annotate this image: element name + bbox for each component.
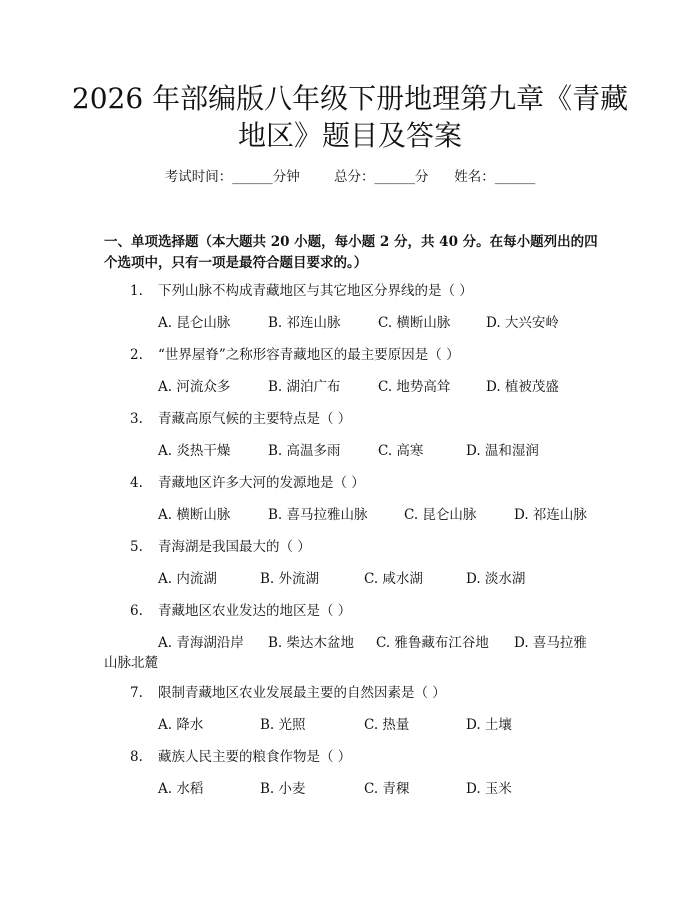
option-a: A. 水稻 (158, 781, 204, 797)
question-number: 6. (130, 603, 143, 619)
name-label: 姓名： (454, 169, 495, 185)
question-text: “世界屋脊”之称形容青藏地区的最主要原因是（ ） (158, 347, 460, 363)
option-a: A. 青海湖沿岸 (158, 635, 244, 651)
question-number: 4. (130, 475, 143, 491)
option-b: B. 喜马拉雅山脉 (268, 507, 368, 523)
option-a: A. 河流众多 (158, 379, 231, 395)
option-b: B. 柴达木盆地 (268, 635, 355, 651)
section-heading-line-2: 个选项中，只有一项是最符合题目要求的。） (104, 255, 368, 271)
question-text: 限制青藏地区农业发展最主要的自然因素是（ ） (158, 685, 446, 701)
option-d: D. 温和湿润 (466, 443, 539, 459)
time-blank: ______ (232, 169, 273, 185)
option-c: C. 雅鲁藏布江谷地 (376, 635, 489, 651)
option-d: D. 祁连山脉 (514, 507, 587, 523)
question-number: 2. (130, 347, 143, 363)
question-number: 3. (130, 411, 143, 427)
option-b: B. 湖泊广布 (268, 379, 341, 395)
option-a: A. 降水 (158, 717, 204, 733)
score-label: 总分： (334, 169, 375, 185)
option-d-continuation: 山脉北麓 (104, 655, 158, 671)
option-a: A. 内流湖 (158, 571, 217, 587)
exam-title-line-1: 2026 年部编版八年级下册地理第九章《青藏 (71, 82, 629, 115)
option-d: D. 大兴安岭 (486, 315, 559, 331)
question-stem (130, 410, 351, 428)
option-a: A. 横断山脉 (158, 507, 231, 523)
question-text: 青藏地区许多大河的发源地是（ ） (158, 475, 365, 491)
question-number: 7. (130, 685, 143, 701)
option-b: B. 外流湖 (260, 571, 320, 587)
question-number: 1. (130, 283, 143, 299)
option-c: C. 横断山脉 (378, 315, 451, 331)
question-text: 藏族人民主要的粮食作物是（ ） (158, 749, 352, 765)
option-c: C. 咸水湖 (364, 571, 423, 587)
question-text: 青海湖是我国最大的（ ） (158, 539, 311, 555)
option-d: D. 玉米 (466, 781, 512, 797)
question-number: 5. (130, 539, 143, 555)
question-stem (130, 282, 473, 300)
option-d: D. 喜马拉雅 (514, 635, 587, 651)
question-stem (130, 748, 351, 766)
option-c: C. 热量 (364, 717, 410, 733)
option-b: B. 小麦 (260, 781, 306, 797)
question-text: 青藏高原气候的主要特点是（ ） (158, 411, 352, 427)
question-stem (130, 538, 311, 556)
option-b: B. 光照 (260, 717, 306, 733)
question-text: 青藏地区农业发达的地区是（ ） (158, 603, 352, 619)
time-label: 考试时间： (164, 169, 233, 185)
question-stem (130, 346, 460, 364)
question-number: 8. (130, 749, 143, 765)
question-text: 下列山脉不构成青藏地区与其它地区分界线的是（ ） (158, 283, 473, 299)
option-d: D. 淡水湖 (466, 571, 526, 587)
score-blank: ______ (374, 169, 416, 185)
section-heading (104, 232, 604, 274)
score-unit: 分 (415, 169, 429, 185)
option-c: C. 昆仑山脉 (404, 507, 477, 523)
section-heading-line-1: 一、单项选择题（本大题共 20 小题，每小题 2 分，共 40 分。在每小题列出的四 (104, 234, 598, 250)
question-stem (130, 602, 351, 620)
option-a: A. 昆仑山脉 (158, 315, 231, 331)
question-stem (130, 684, 446, 702)
time-unit: 分钟 (272, 169, 300, 185)
option-b: B. 祁连山脉 (268, 315, 341, 331)
option-d: D. 植被茂盛 (486, 379, 559, 395)
option-a: A. 炎热干燥 (158, 443, 231, 459)
option-d: D. 土壤 (466, 717, 512, 733)
option-b: B. 高温多雨 (268, 443, 341, 459)
exam-title-line-2: 地区》题目及答案 (237, 119, 462, 152)
option-c: C. 地势高耸 (378, 379, 451, 395)
name-blank: ______ (494, 169, 536, 185)
option-c: C. 高寒 (378, 443, 424, 459)
question-stem (130, 474, 365, 492)
exam-info-line (0, 168, 700, 186)
option-c: C. 青稞 (364, 781, 410, 797)
